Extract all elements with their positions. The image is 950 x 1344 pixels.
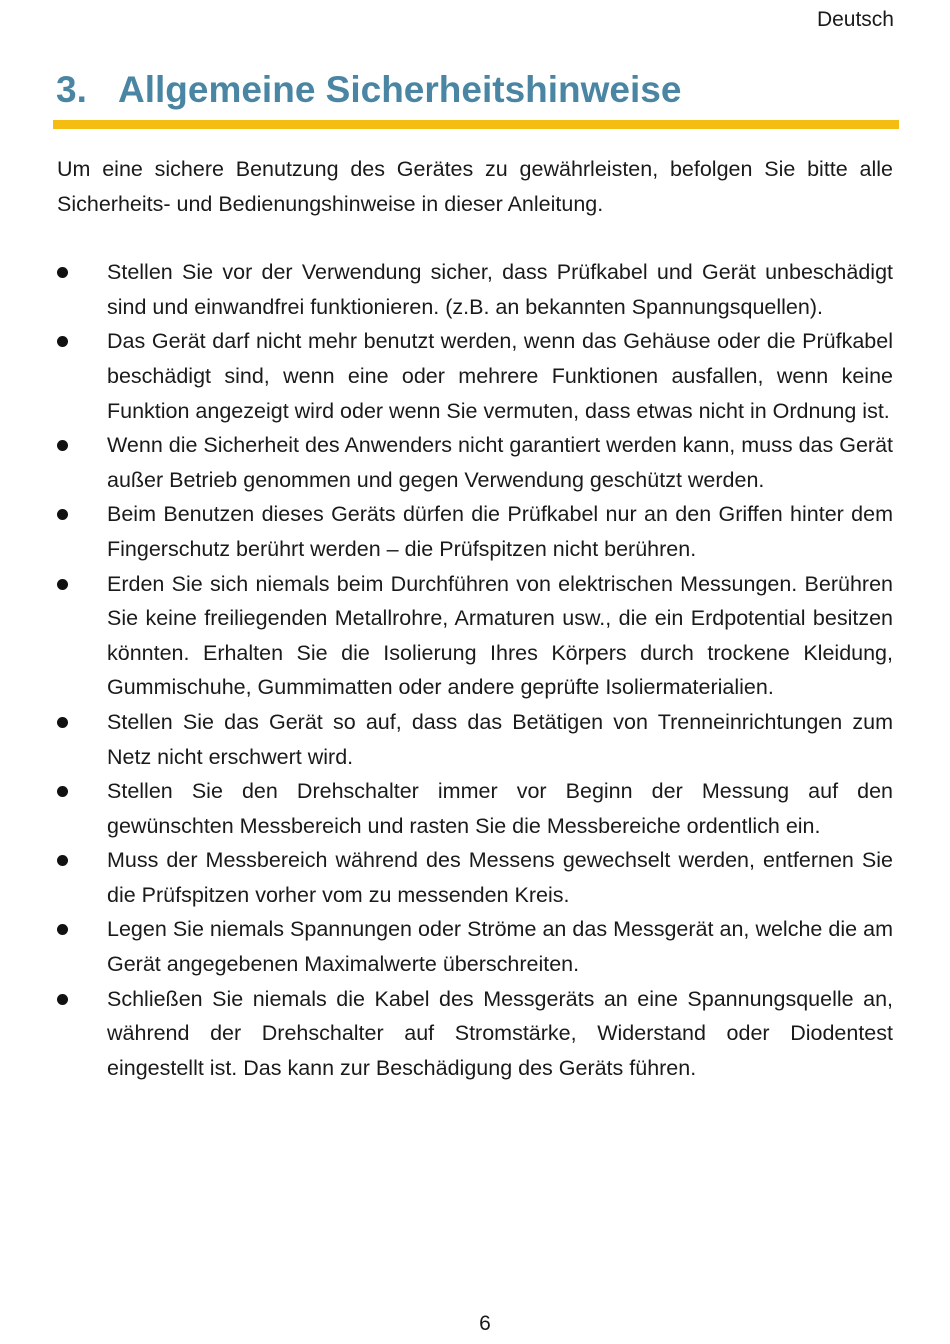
section-number: 3. <box>56 69 87 110</box>
list-item <box>57 912 893 981</box>
page-content <box>57 152 893 1085</box>
list-item-text: Schließen Sie niemals die Kabel des Messgeräts an eine Spannungsquelle an, während der Drehschalter auf Stromstärke, Widerstand oder Diodentest eingestellt ist. Das kann zur Beschädigung des Geräts führen. <box>107 986 893 1080</box>
list-item <box>57 982 893 1086</box>
bullet-icon <box>57 717 68 728</box>
list-item-text: Beim Benutzen dieses Geräts dürfen die Prüfkabel nur an den Griffen hinter dem Fingerschutz berührt werden – die Prüfspitzen nicht berühren. <box>107 502 893 561</box>
section-title: Allgemeine Sicherheitshinweise <box>118 69 682 110</box>
list-item <box>57 843 893 912</box>
list-item <box>57 497 893 566</box>
bullet-icon <box>57 267 68 278</box>
list-item-text: Stellen Sie das Gerät so auf, dass das Betätigen von Trenneinrichtungen zum Netz nicht erschwert wird. <box>107 709 893 769</box>
list-item-text: Stellen Sie vor der Verwendung sicher, dass Prüfkabel und Gerät unbeschädigt sind und einwandfrei funktionieren. (z.B. an bekannten Spannungsquellen). <box>107 260 893 319</box>
bullet-icon <box>57 855 68 866</box>
list-item-text: Wenn die Sicherheit des Anwenders nicht garantiert werden kann, muss das Gerät außer Betrieb genommen und gegen Verwendung geschützt werden. <box>107 433 893 492</box>
list-item <box>57 428 893 497</box>
bullet-icon <box>57 336 68 347</box>
bullet-icon <box>57 924 68 935</box>
bullet-icon <box>57 509 68 520</box>
safety-list <box>57 255 893 1085</box>
language-label: Deutsch <box>816 8 894 31</box>
intro-paragraph: Um eine sichere Benutzung des Gerätes zu gewährleisten, befolgen Sie bitte alle Sicherheits- und Bedienungshinweise in dieser Anleitung. <box>57 157 893 216</box>
list-item <box>57 255 893 324</box>
bullet-icon <box>57 994 68 1005</box>
list-item <box>57 774 893 843</box>
page-number: 6 <box>479 1312 491 1335</box>
heading-underline <box>53 120 899 129</box>
list-item <box>57 567 893 705</box>
list-item-text: Legen Sie niemals Spannungen oder Ströme an das Messgerät an, welche die am Gerät angegebenen Maximalwerte überschreiten. <box>107 917 893 977</box>
bullet-icon <box>57 579 68 590</box>
list-item-text: Das Gerät darf nicht mehr benutzt werden, wenn das Gehäuse oder die Prüfkabel beschädigt sind, wenn eine oder mehrere Funktionen ausfallen, wenn keine Funktion angezeigt wird oder wenn Sie vermuten, dass etwas nicht in Ordnung ist. <box>107 329 893 423</box>
list-item <box>57 324 893 428</box>
list-item-text: Erden Sie sich niemals beim Durchführen von elektrischen Messungen. Berühren Sie keine freiliegenden Metallrohre, Armaturen usw., die ein Erdpotential besitzen könnten. Erhalten Sie die Isolierung Ihres Körpers durch trockene Kleidung, Gummischuhe, Gummimatten oder andere geprüfte Isoliermaterialien. <box>107 571 893 700</box>
bullet-icon <box>57 786 68 797</box>
list-item-text: Muss der Messbereich während des Messens gewechselt werden, entfernen Sie die Prüfspitzen vorher vom zu messenden Kreis. <box>107 848 893 907</box>
section-heading <box>56 66 681 114</box>
list-item-text: Stellen Sie den Drehschalter immer vor Beginn der Messung auf den gewünschten Messbereich und rasten Sie die Messbereiche ordentlich ein. <box>107 779 893 838</box>
list-item <box>57 705 893 774</box>
bullet-icon <box>57 440 68 451</box>
